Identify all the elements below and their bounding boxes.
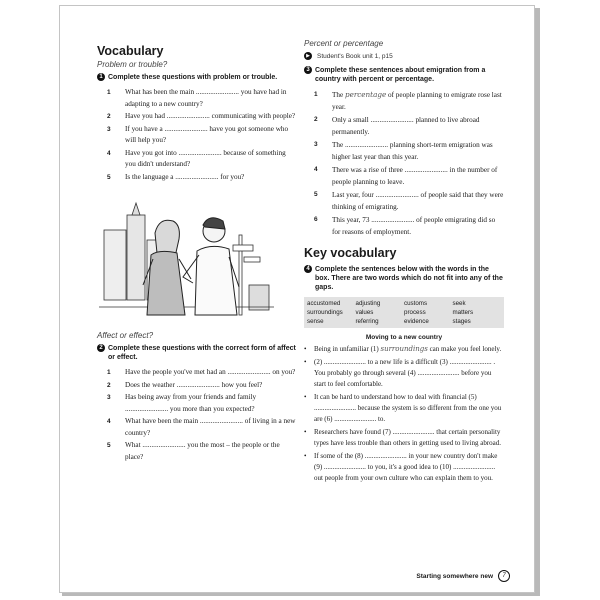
question-text: Have the people you've met had an ........................ on you? — [125, 368, 296, 376]
exercise-2-instruction — [97, 344, 297, 362]
workbook-page — [59, 5, 535, 593]
bullet-icon: • — [304, 452, 307, 460]
page-number: 7 — [498, 570, 510, 582]
question-item — [97, 148, 297, 171]
bullet-text — [314, 392, 504, 425]
word-box — [304, 297, 504, 328]
question-item — [97, 367, 297, 379]
question-item — [304, 89, 504, 113]
question-text: Have you had ........................ communicating with people? — [125, 112, 296, 120]
question-number: 5 — [107, 442, 111, 449]
question-text: Have you got into ........................ because of something you didn't understand? — [125, 148, 286, 168]
question-item — [304, 189, 504, 213]
exercise-3-instruction — [304, 66, 504, 84]
question-text: If you have a ........................ have you got someone who will help you? — [125, 124, 289, 144]
text-rest: of people planning to emigrate rose last year. — [332, 91, 502, 111]
word-item: values — [355, 309, 374, 316]
word-item: sense — [307, 318, 324, 325]
text-rest: (2) ........................ to a new life is a difficult (3) ........................ . You probably go through several (4) ........................ before you start to feel comfortable. — [314, 358, 496, 388]
word-item: stages — [452, 318, 471, 325]
question-text — [326, 139, 504, 163]
instruction-text: Complete the sentences below with the words in the box. There are two words which do not fit into any of the gaps. — [315, 266, 503, 291]
question-item — [97, 440, 297, 463]
question-text — [326, 164, 504, 188]
question-number: 4 — [107, 149, 111, 157]
question-text — [326, 189, 504, 213]
text-rest: There was a rise of three ........................ in the number of people planning to leave. — [332, 166, 498, 186]
question-item — [97, 416, 297, 439]
question-text: What have been the main ........................ of living in a new country? — [125, 417, 296, 437]
word-item: process — [404, 309, 426, 316]
exercise-number-badge: 4 — [304, 265, 312, 273]
word-row — [307, 308, 501, 317]
question-number: 2 — [107, 113, 111, 120]
word-item: matters — [452, 309, 474, 316]
word-item: seek — [452, 300, 466, 307]
handwritten-answer: percentage — [344, 90, 387, 99]
question-text — [326, 89, 504, 113]
word-item: adjusting — [355, 300, 381, 307]
left-column — [97, 34, 297, 464]
exercise-2-questions — [97, 367, 297, 463]
text-rest: If some of the (8) ........................ in your new country don't make (9) ........................ to you, it's a good idea to (10) ........................ out people from your own culture who can explain them to you. — [314, 452, 498, 482]
question-text: Does the weather ........................ how you feel? — [125, 380, 263, 389]
bullet-icon: • — [304, 428, 307, 436]
text-rest: Only a small ........................ planned to live abroad permanently. — [332, 116, 480, 136]
question-text: What ........................ you the most – the people or the place? — [125, 441, 280, 461]
question-item — [97, 172, 297, 184]
word-item: referring — [355, 318, 379, 325]
illustration-two-people — [99, 195, 274, 325]
question-number: 1 — [314, 91, 318, 98]
exercise-number-badge: 3 — [304, 66, 312, 74]
exercise-4-instruction — [304, 265, 504, 292]
bullet-text — [314, 427, 504, 449]
exercise-number-badge: 2 — [97, 344, 105, 352]
text-prefix: The — [332, 91, 345, 99]
question-number: 3 — [107, 125, 111, 133]
question-item — [97, 392, 297, 415]
word-row — [307, 317, 501, 326]
text-rest: Last year, four ........................ of people said that they were thinking of emigrating. — [332, 191, 504, 211]
question-number: 3 — [314, 141, 318, 148]
text-rest: Researchers have found (7) ........................ that certain personality types have less trouble than others in getting used to living abroad. — [314, 428, 502, 447]
exercise-3-sentences — [304, 89, 504, 238]
question-number: 1 — [107, 89, 111, 96]
street-scene-image — [99, 195, 274, 325]
question-number: 3 — [107, 394, 111, 401]
bullet-text — [314, 357, 504, 390]
bullet-icon: • — [304, 393, 307, 401]
text-rest: It can be hard to understand how to deal with financial (5) ........................ because the system is so different from the one you are (6) ........................ to. — [314, 393, 502, 423]
question-item — [97, 111, 297, 123]
question-text — [326, 214, 504, 238]
word-item: customs — [404, 300, 428, 307]
instruction-text: Complete these questions with the correct form of affect or effect. — [108, 345, 296, 361]
text-heading: Moving to a new country — [365, 334, 443, 341]
bullet-item — [304, 427, 504, 449]
word-item: accustomed — [307, 300, 341, 307]
question-number: 1 — [107, 369, 111, 376]
question-item — [304, 139, 504, 163]
word-item: surroundings — [307, 309, 343, 316]
question-text — [326, 114, 504, 138]
bullet-icon: • — [304, 358, 307, 366]
bullet-icon: • — [304, 345, 307, 353]
question-item — [97, 124, 297, 147]
instruction-text: Complete these questions with problem or trouble. — [108, 74, 278, 81]
affect-effect-subtitle: Affect or effect? — [97, 331, 154, 340]
key-vocabulary-title: Key vocabulary — [304, 246, 397, 260]
bullet-item — [304, 344, 504, 355]
question-item — [304, 214, 504, 238]
exercise-4-text — [304, 344, 504, 484]
unit-title: Starting somewhere new — [416, 572, 493, 580]
question-text: Is the language a ........................ for you? — [125, 172, 245, 181]
play-icon: ▶ — [304, 52, 312, 60]
question-number: 5 — [107, 173, 111, 181]
word-item: evidence — [404, 318, 429, 325]
question-number: 5 — [314, 191, 318, 198]
bullet-item — [304, 451, 504, 484]
exercise-1-instruction — [97, 73, 297, 82]
question-item — [304, 114, 504, 138]
text-rest: can make you feel lonely. — [427, 345, 502, 353]
text-rest: This year, 73 ........................ of people emigrating did so for reasons of employment. — [332, 216, 496, 236]
vocabulary-title: Vocabulary — [97, 44, 164, 58]
text-prefix: Being in unfamiliar (1) — [314, 345, 381, 353]
question-item — [97, 87, 297, 110]
question-item — [304, 164, 504, 188]
question-number: 2 — [314, 116, 318, 123]
handwritten-answer: surroundings — [380, 345, 428, 353]
question-text: What has been the main ........................ you have had in adapting to a new country? — [125, 88, 287, 108]
bullet-text — [314, 344, 504, 355]
reference-text: Student's Book unit 1, p15 — [317, 52, 393, 60]
question-number: 4 — [314, 166, 318, 173]
percent-percentage-subtitle: Percent or percentage — [304, 39, 384, 48]
instruction-text: Complete these sentences about emigration from a country with percent or percentage. — [315, 67, 486, 83]
right-column — [304, 34, 504, 486]
question-number: 6 — [314, 216, 318, 223]
question-number: 2 — [107, 381, 111, 389]
problem-trouble-subtitle: Problem or trouble? — [97, 60, 168, 69]
students-book-reference — [304, 52, 504, 60]
bullet-text — [314, 451, 504, 484]
question-number: 4 — [107, 418, 111, 425]
exercise-1-questions — [97, 87, 297, 183]
bullet-item — [304, 357, 504, 390]
page-footer — [416, 570, 510, 582]
question-item — [97, 380, 297, 392]
bullet-item — [304, 392, 504, 425]
word-row — [307, 299, 501, 308]
question-text: Has being away from your friends and family ........................ you more than you expected? — [125, 393, 257, 413]
exercise-number-badge: 1 — [97, 73, 105, 81]
text-rest: The ........................ planning short-term emigration was higher last year than this year. — [332, 141, 493, 161]
